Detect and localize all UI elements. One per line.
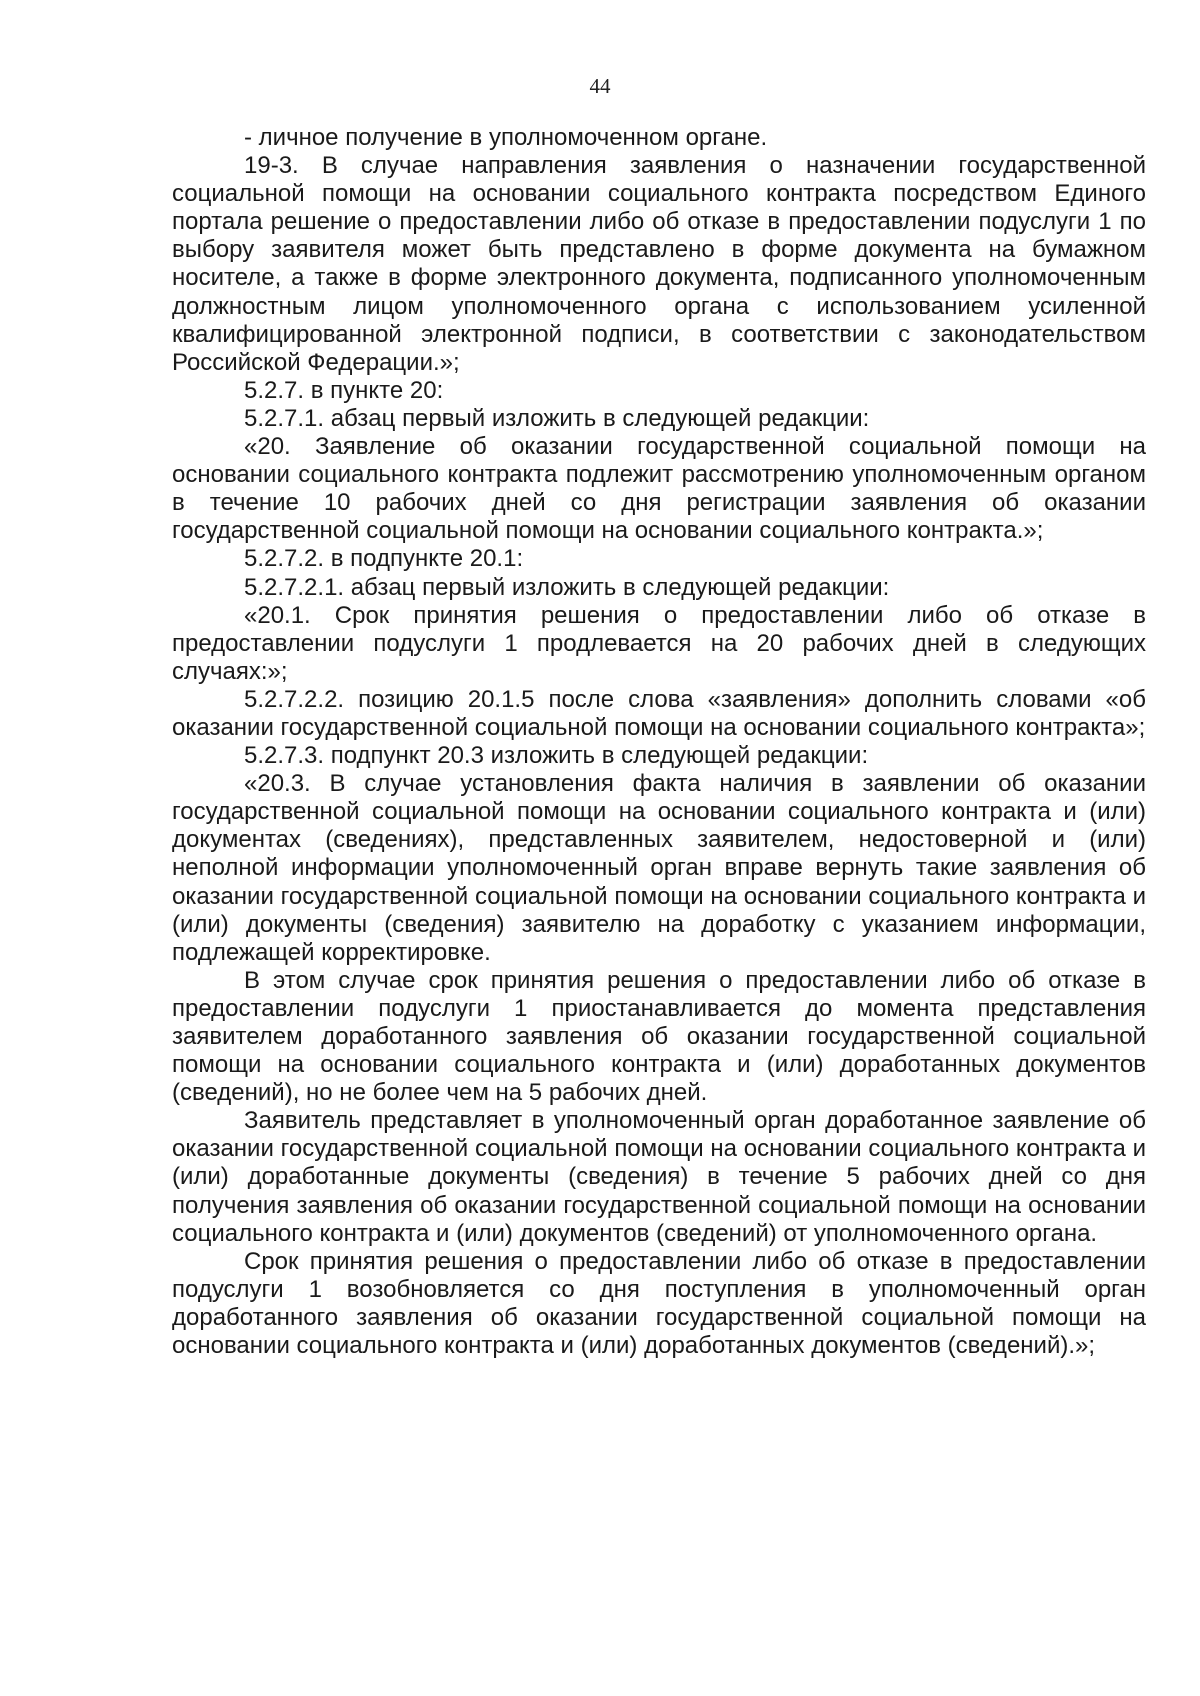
paragraph-resumption: Срок принятия решения о предоставлении либо об отказе в предоставлении подуслуги 1 возобновляется со дня поступления в уполномоченный орган доработанного заявления об оказании государственной социальной помощи на основании социального контракта и (или) доработанных документов (сведений).»; <box>172 1247 1146 1360</box>
paragraph-5-2-7-2-1: 5.2.7.2.1. абзац первый изложить в следующей редакции: <box>244 573 890 601</box>
paragraph-19-3: 19-3. В случае направления заявления о назначении государственной социальной помощи на основании социального контракта посредством Единого портала решение о предоставлении либо об отказе в предоставлении подуслуги 1 по выбору заявителя может быть представлено в форме документа на бумажном носителе, а также в форме электронного документа, подписанного уполномоченным должностным лицом уполномоченного органа с использованием усиленной квалифицированной электронной подписи, в соответствии с законодательством Российской Федерации.»; <box>172 152 1146 376</box>
paragraph-5-2-7: 5.2.7. в пункте 20: <box>244 376 444 404</box>
paragraph-applicant-submits: Заявитель представляет в уполномоченный орган доработанное заявление об оказании государственной социальной помощи на основании социального контракта и (или) доработанные документы (сведения) в течение 5 рабочих дней со дня получения заявления об оказании государственной социальной помощи на основании социального контракта и (или) документов (сведений) от уполномоченного органа. <box>172 1107 1146 1247</box>
paragraph-20-3: «20.3. В случае установления факта наличия в заявлении об оказании государственной социальной помощи на основании социального контракта и (или) документах (сведениях), представленных заявителем, недостоверной и (или) неполной информации уполномоченный орган вправе вернуть такие заявления об оказании государственной социальной помощи на основании социального контракта и (или) документы (сведения) заявителю на доработку с указанием информации, подлежащей корректировке. <box>172 770 1146 966</box>
page-number: 44 <box>589 74 611 98</box>
paragraph-5-2-7-2-2: 5.2.7.2.2. позицию 20.1.5 после слова «заявления» дополнить словами «об оказании государственной социальной помощи на основании социального контракта»; <box>172 685 1146 741</box>
paragraph-20-1: «20.1. Срок принятия решения о предоставлении либо об отказе в предоставлении подуслуги 1 продлевается на 20 рабочих дней в следующих случаях:»; <box>172 601 1146 685</box>
paragraph-20: «20. Заявление об оказании государственной социальной помощи на основании социального контракта подлежит рассмотрению уполномоченным органом в течение 10 рабочих дней со дня регистрации заявления об оказании государственной социальной помощи на основании социального контракта.»; <box>172 433 1146 545</box>
paragraph-5-2-7-1: 5.2.7.1. абзац первый изложить в следующей редакции: <box>244 404 870 432</box>
paragraph-5-2-7-2: 5.2.7.2. в подпункте 20.1: <box>244 545 524 573</box>
paragraph-5-2-7-3: 5.2.7.3. подпункт 20.3 изложить в следующей редакции: <box>244 742 869 770</box>
paragraph-personal-receipt: - личное получение в уполномоченном органе. <box>244 124 768 151</box>
document-body <box>172 124 1146 1360</box>
paragraph-suspension: В этом случае срок принятия решения о предоставлении либо об отказе в предоставлении подуслуги 1 приостанавливается до момента представления заявителем доработанного заявления об оказании государственной социальной помощи на основании социального контракта и (или) доработанных документов (сведений), но не более чем на 5 рабочих дней. <box>172 966 1146 1107</box>
